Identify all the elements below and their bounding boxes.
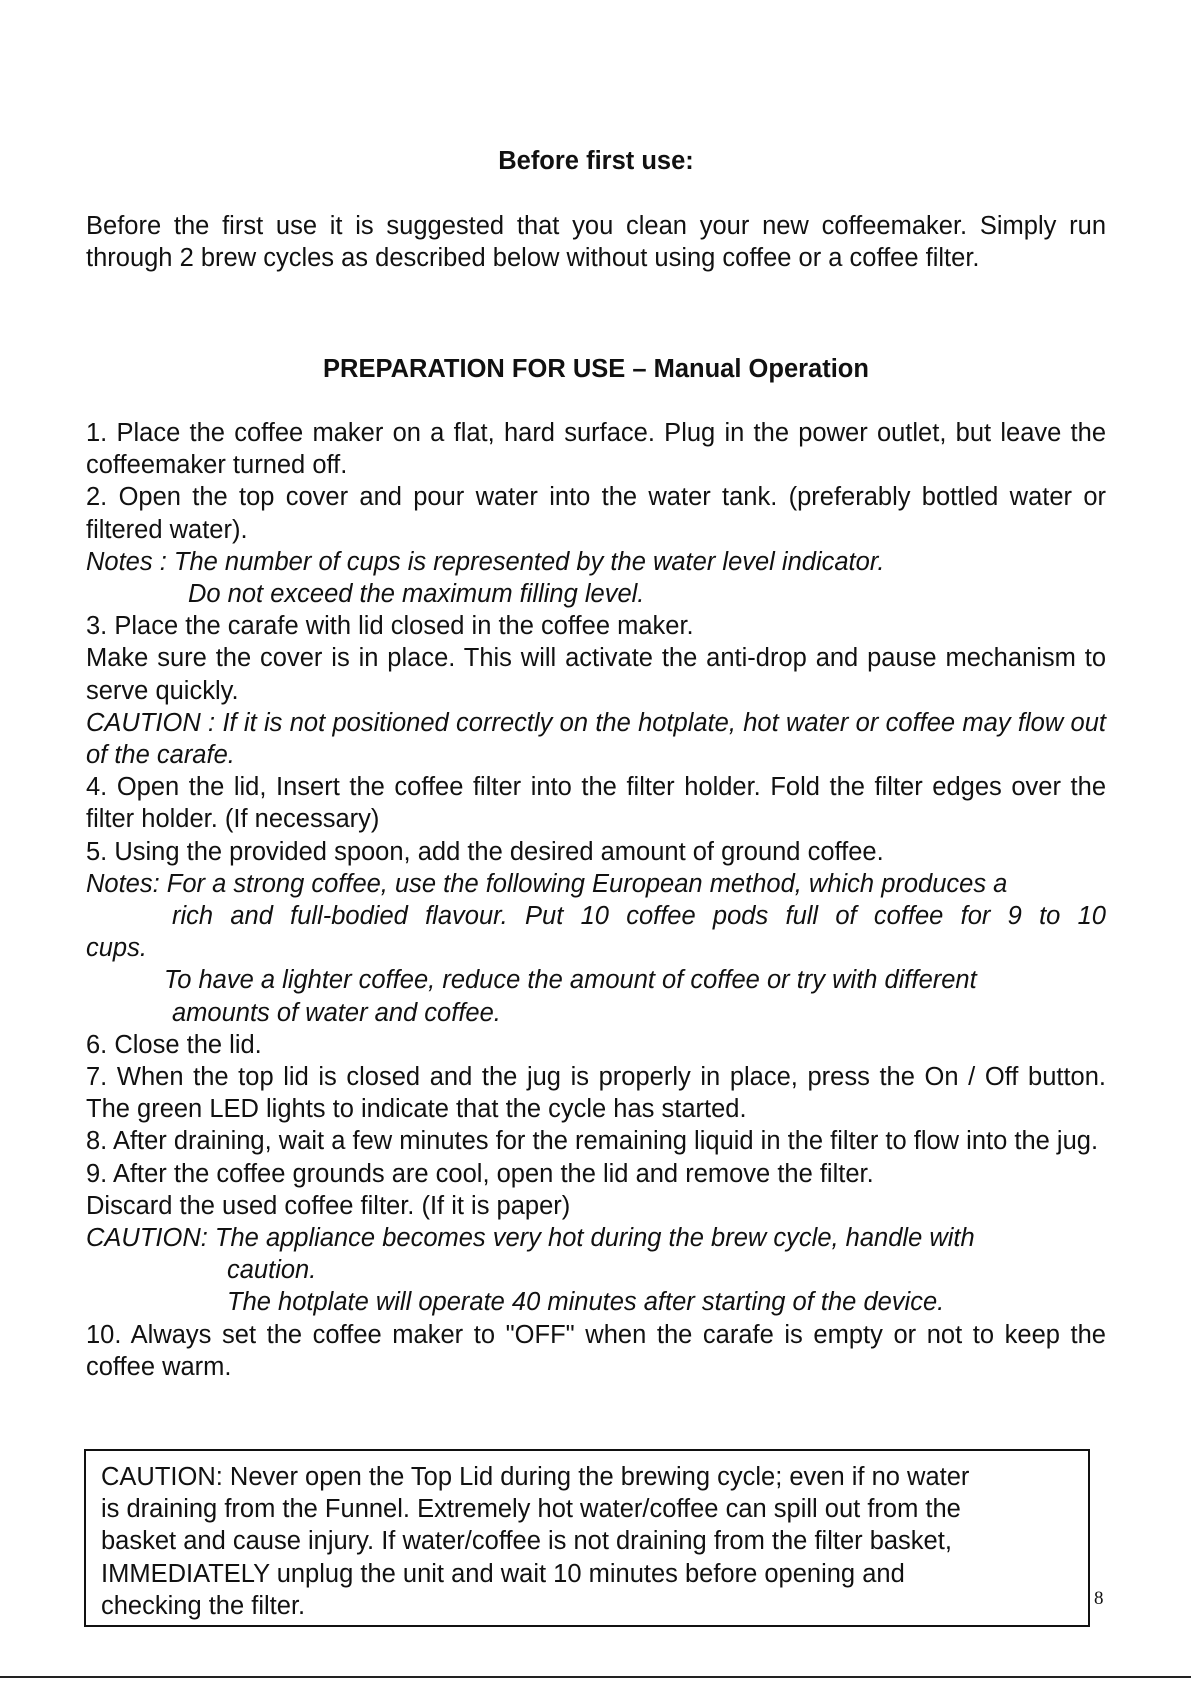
note-strong-coffee: Notes: For a strong coffee, use the following European method, which produces a <box>86 869 1008 898</box>
section-title-preparation: PREPARATION FOR USE – Manual Operation <box>323 355 869 383</box>
caution-box <box>84 1449 1090 1627</box>
caution-box-line: IMMEDIATELY unplug the unit and wait 10 minutes before opening and <box>101 1559 905 1588</box>
page-number: 8 <box>1094 1588 1104 1609</box>
caution-hot-appliance: CAUTION: The appliance becomes very hot during the brew cycle, handle with <box>86 1224 975 1253</box>
step-4: 4. Open the lid, Insert the coffee filter into the filter holder. Fold the filter edges over the filter holder. (If necessary) <box>86 773 1106 834</box>
note-max-level: Do not exceed the maximum filling level. <box>188 580 645 609</box>
note-strong-coffee-cups: cups. <box>86 934 147 963</box>
caution-hotplate-timer: The hotplate will operate 40 minutes after starting of the device. <box>227 1288 945 1317</box>
step-5: 5. Using the provided spoon, add the desired amount of ground coffee. <box>86 837 884 866</box>
intro-paragraph: Before the first use it is suggested that you clean your new coffeemaker. Simply run through 2 brew cycles as described below without using coffee or a coffee filter. <box>86 212 1106 273</box>
section-title-before-first-use: Before first use: <box>498 147 694 175</box>
step-3-detail: Make sure the cover is in place. This will activate the anti-drop and pause mechanism to serve quickly. <box>86 644 1106 705</box>
step-9: 9. After the coffee grounds are cool, open the lid and remove the filter. <box>86 1159 874 1188</box>
step-8: 8. After draining, wait a few minutes for the remaining liquid in the filter to flow into the jug. <box>86 1127 1099 1156</box>
caution-hotplate-position: CAUTION : If it is not positioned correctly on the hotplate, hot water or coffee may flow out of the carafe. <box>86 708 1106 770</box>
note-lighter-coffee-detail: amounts of water and coffee. <box>172 998 501 1027</box>
page-bottom-divider <box>0 1676 1191 1678</box>
caution-box-line: basket and cause injury. If water/coffee is not draining from the filter basket, <box>101 1527 952 1556</box>
step-10: 10. Always set the coffee maker to "OFF" when the carafe is empty or not to keep the coffee warm. <box>86 1320 1106 1381</box>
caution-hot-appliance-cont: caution. <box>227 1256 317 1285</box>
note-strong-coffee-detail: rich and full-bodied flavour. Put 10 coffee pods full of coffee for 9 to 10 <box>172 902 1106 931</box>
step-9-detail: Discard the used coffee filter. (If it is paper) <box>86 1191 571 1220</box>
instruction-steps <box>86 417 1106 1383</box>
step-2: 2. Open the top cover and pour water into the water tank. (preferably bottled water or filtered water). <box>86 483 1106 544</box>
step-3: 3. Place the carafe with lid closed in the coffee maker. <box>86 612 694 641</box>
caution-box-line: checking the filter. <box>101 1591 306 1620</box>
step-6: 6. Close the lid. <box>86 1030 262 1059</box>
caution-box-line: is draining from the Funnel. Extremely hot water/coffee can spill out from the <box>101 1495 961 1524</box>
step-1: 1. Place the coffee maker on a flat, hard surface. Plug in the power outlet, but leave the coffeemaker turned off. <box>86 419 1106 480</box>
caution-box-line: CAUTION: Never open the Top Lid during the brewing cycle; even if no water <box>101 1463 970 1491</box>
note-cups: Notes : The number of cups is represented by the water level indicator. <box>86 547 885 576</box>
step-7: 7. When the top lid is closed and the jug is properly in place, press the On / Off button. The green LED lights to indicate that the cycle has started. <box>86 1063 1106 1124</box>
note-lighter-coffee: To have a lighter coffee, reduce the amount of coffee or try with different <box>164 966 977 995</box>
